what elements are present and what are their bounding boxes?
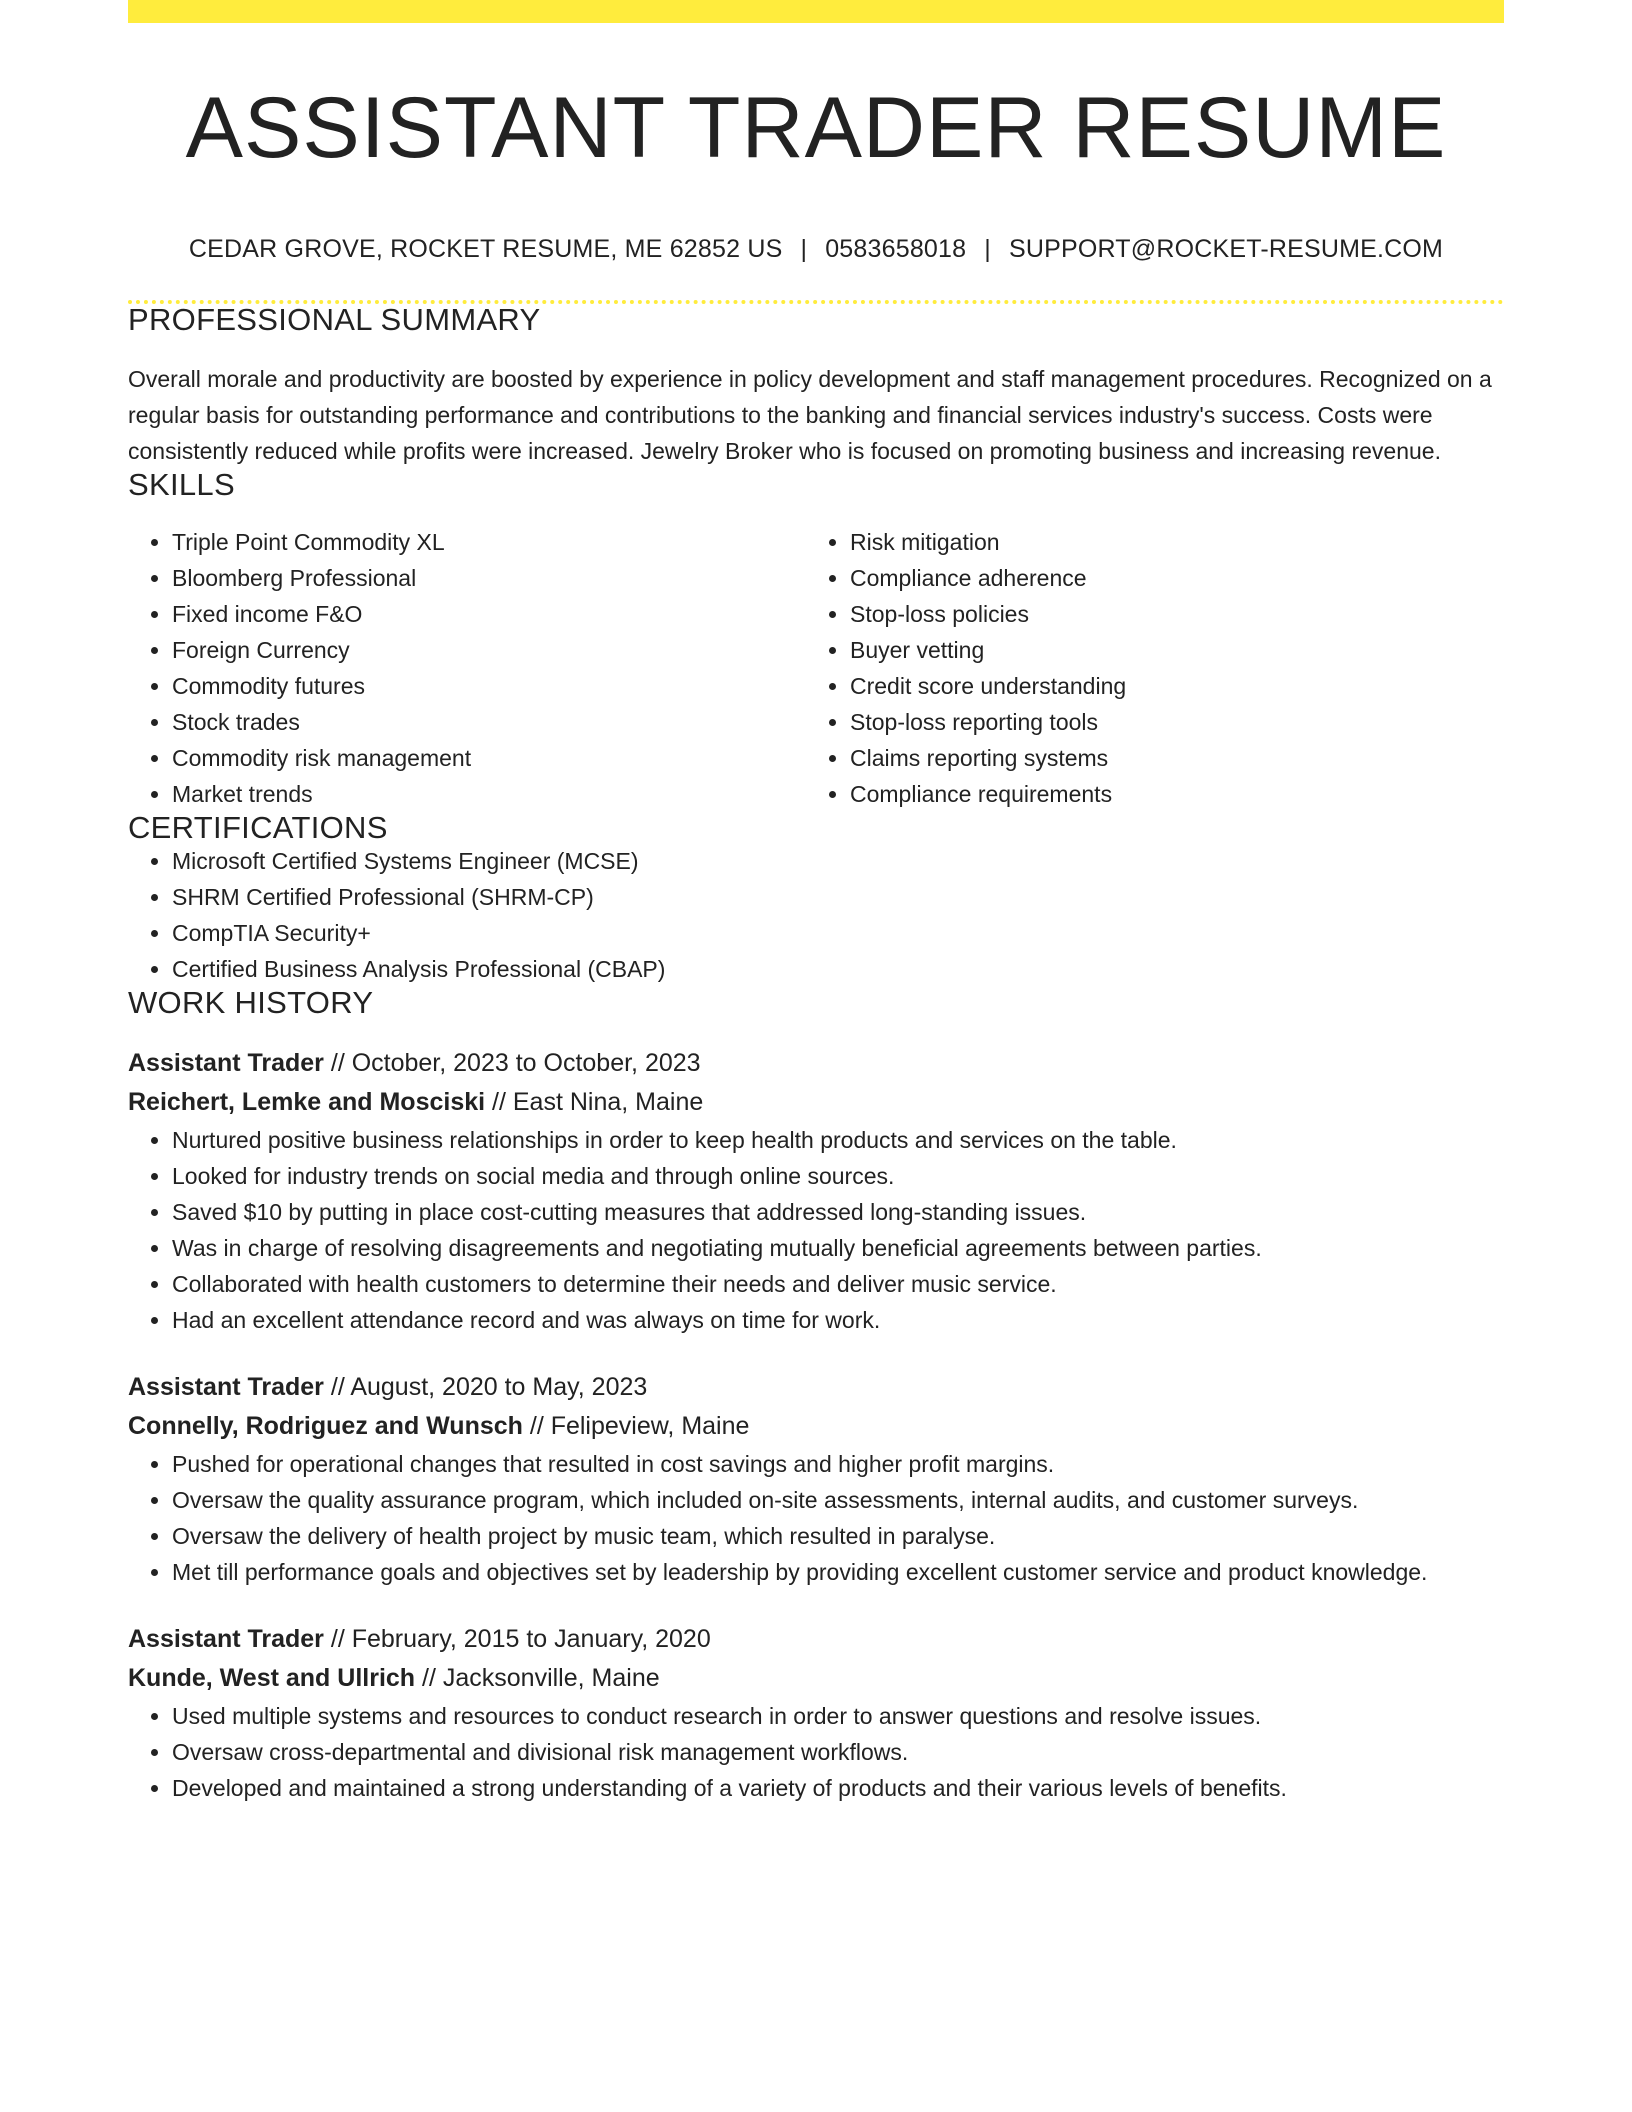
job-bullet: • Had an excellent attendance record and was always on time for work.: [172, 1302, 1504, 1338]
skill-item: • Foreign Currency: [172, 632, 806, 668]
job-bullets: [128, 1122, 1504, 1338]
job-company: Kunde, West and Ullrich: [128, 1664, 416, 1692]
separator: |: [984, 235, 991, 263]
professional-summary-section: [128, 304, 1504, 469]
skills-list-right: [806, 524, 1484, 812]
skill-item: • Fixed income F&O: [172, 596, 806, 632]
skills-column-left: [128, 524, 806, 812]
job-role-line: [128, 1368, 1504, 1407]
section-title: WORK HISTORY: [128, 985, 374, 1020]
skill-item: • Stop-loss reporting tools: [850, 704, 1484, 740]
resume-title: ASSISTANT TRADER RESUME: [185, 80, 1447, 176]
section-title: CERTIFICATIONS: [128, 810, 388, 845]
certifications-list: [128, 843, 1504, 987]
skill-item: • Risk mitigation: [850, 524, 1484, 560]
work-history-section: [128, 987, 1504, 1806]
job-company: Reichert, Lemke and Mosciski: [128, 1088, 486, 1116]
job-bullet: • Used multiple systems and resources to conduct research in order to answer questions and resolve issues.: [172, 1698, 1504, 1734]
job-company: Connelly, Rodriguez and Wunsch: [128, 1412, 523, 1440]
separator: |: [800, 235, 808, 263]
job-bullet: • Oversaw the delivery of health project by music team, which resulted in paralyse.: [172, 1518, 1504, 1554]
skill-item: • Buyer vetting: [850, 632, 1484, 668]
skill-item: • Claims reporting systems: [850, 740, 1484, 776]
job-bullet: • Looked for industry trends on social media and through online sources.: [172, 1158, 1504, 1194]
resume-page: [128, 0, 1504, 1806]
skill-item: • Commodity futures: [172, 668, 806, 704]
job-company-line: [128, 1659, 1504, 1698]
skill-item: • Triple Point Commodity XL: [172, 524, 806, 560]
email: SUPPORT@ROCKET-RESUME.COM: [1008, 235, 1444, 263]
skill-item: • Bloomberg Professional: [172, 560, 806, 596]
job-bullets: [128, 1698, 1504, 1806]
skills-grid: [128, 524, 1504, 812]
job-company-line: [128, 1083, 1504, 1122]
job-dates: // August, 2020 to May, 2023: [323, 1373, 648, 1401]
job-bullet: • Developed and maintained a strong understanding of a variety of products and their various levels of benefits.: [172, 1770, 1504, 1806]
job-role-line: [128, 1620, 1504, 1659]
section-title: PROFESSIONAL SUMMARY: [128, 302, 541, 337]
skill-item: • Credit score understanding: [850, 668, 1484, 704]
job-role: Assistant Trader: [128, 1049, 324, 1077]
job-role: Assistant Trader: [128, 1373, 324, 1401]
job-bullet: • Oversaw the quality assurance program, which included on-site assessments, internal audits, and customer surveys.: [172, 1482, 1504, 1518]
job-dates: // February, 2015 to January, 2020: [323, 1625, 711, 1653]
accent-bar: [128, 0, 1504, 23]
job-entry: [128, 1368, 1504, 1590]
job-location: // East Nina, Maine: [485, 1088, 704, 1116]
job-entry: [128, 1620, 1504, 1806]
job-bullet: • Pushed for operational changes that resulted in cost savings and higher profit margins.: [172, 1446, 1504, 1482]
summary-text: Overall morale and productivity are boosted by experience in policy development and staff management procedures. Recognized on a regular basis for outstanding performance and contributions to the banking and financial services industry's success. Costs were consistently reduced while profits were increased. Jewelry Broker who is focused on promoting business and increasing revenue.: [128, 366, 1492, 464]
job-company-line: [128, 1407, 1504, 1446]
skills-column-right: [806, 524, 1484, 812]
certifications-section: [128, 812, 1504, 987]
certification-item: • CompTIA Security+: [172, 915, 1504, 951]
job-role: Assistant Trader: [128, 1625, 324, 1653]
job-entry: [128, 1044, 1504, 1338]
job-bullet: • Oversaw cross-departmental and divisional risk management workflows.: [172, 1734, 1504, 1770]
skill-item: • Stock trades: [172, 704, 806, 740]
job-location: // Jacksonville, Maine: [415, 1664, 660, 1692]
job-bullet: • Nurtured positive business relationships in order to keep health products and services on the table.: [172, 1122, 1504, 1158]
contact-line: [128, 237, 1504, 262]
skill-item: • Compliance requirements: [850, 776, 1484, 812]
job-bullet: • Met till performance goals and objectives set by leadership by providing excellent customer service and product knowledge.: [172, 1554, 1504, 1590]
skills-section: [128, 469, 1504, 812]
skill-item: • Market trends: [172, 776, 806, 812]
section-title: SKILLS: [128, 467, 235, 502]
job-bullet: • Saved $10 by putting in place cost-cutting measures that addressed long-standing issues.: [172, 1194, 1504, 1230]
certification-item: • SHRM Certified Professional (SHRM-CP): [172, 879, 1504, 915]
job-role-line: [128, 1044, 1504, 1083]
skills-list-left: [128, 524, 806, 812]
job-bullet: • Was in charge of resolving disagreements and negotiating mutually beneficial agreements between parties.: [172, 1230, 1504, 1266]
skill-item: • Commodity risk management: [172, 740, 806, 776]
job-location: // Felipeview, Maine: [522, 1412, 750, 1440]
address: CEDAR GROVE, ROCKET RESUME, ME 62852 US: [188, 235, 783, 263]
certification-item: • Certified Business Analysis Professional (CBAP): [172, 951, 1504, 987]
phone: 0583658018: [825, 235, 967, 263]
skill-item: • Stop-loss policies: [850, 596, 1484, 632]
job-dates: // October, 2023 to October, 2023: [323, 1049, 701, 1077]
job-bullets: [128, 1446, 1504, 1590]
certification-item: • Microsoft Certified Systems Engineer (MCSE): [172, 843, 1504, 879]
job-bullet: • Collaborated with health customers to determine their needs and deliver music service.: [172, 1266, 1504, 1302]
skill-item: • Compliance adherence: [850, 560, 1484, 596]
